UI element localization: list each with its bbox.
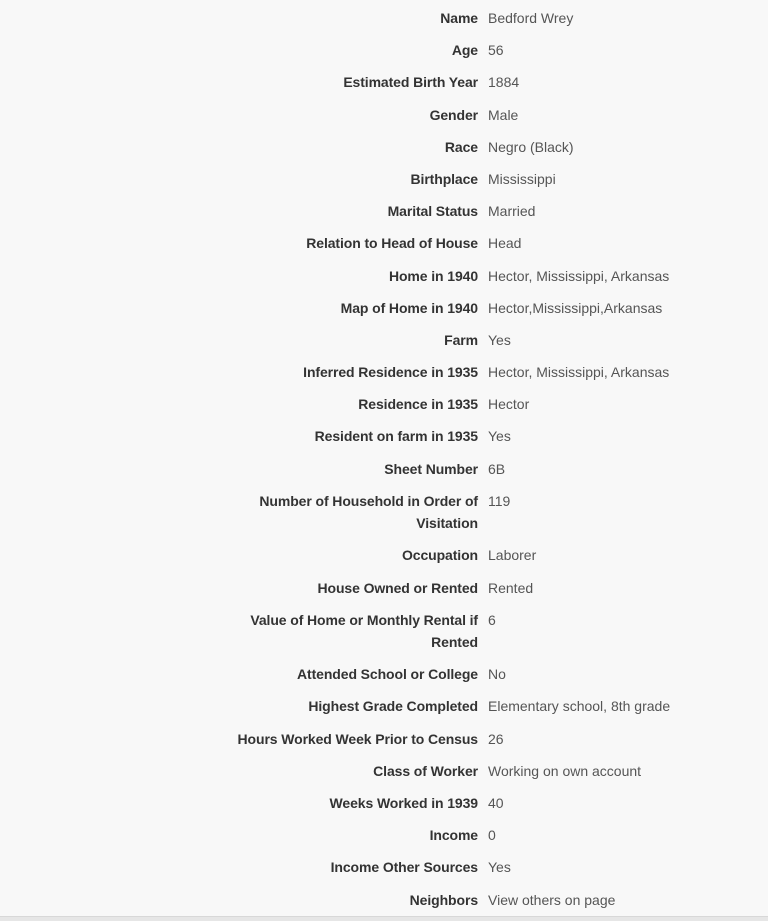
field-gender [0,104,768,136]
field-value: 40 [488,794,504,811]
field-income [0,824,768,856]
field-label: House Owned or Rented [317,579,478,596]
field-value: 6 [488,611,496,628]
field-hours-worked [0,728,768,760]
field-household-order [0,490,768,545]
field-value: Bedford Wrey [488,10,574,26]
field-highest-grade [0,695,768,727]
census-record-details [0,7,768,921]
field-weeks-worked-1939 [0,792,768,824]
field-value: No [488,666,506,683]
field-value: Married [488,203,536,220]
field-value: 1884 [488,74,520,91]
field-value: Head [488,235,522,252]
field-label: Estimated Birth Year [343,74,478,91]
field-label: Attended School or College [297,666,478,683]
field-relation-to-head [0,232,768,264]
field-value: Yes [488,859,511,876]
field-home-value-or-rental [0,609,768,664]
field-value: Yes [488,428,511,445]
field-label: Home in 1940 [388,267,478,284]
field-label: Age [451,42,478,59]
field-value: Negro (Black) [488,138,574,155]
field-sheet-number [0,458,768,490]
field-label: Race [444,138,478,155]
field-residence-1935 [0,393,768,425]
view-neighbors-link[interactable]: View others on page [488,891,616,908]
field-label: Marital Status [387,203,478,220]
field-label: Name [440,10,478,26]
field-value: Hector, Mississippi, Arkansas [488,267,670,284]
field-value: 6B [488,460,506,477]
field-label: Value of Home or Monthly Rental if Rented [250,611,478,650]
field-label: Farm [444,331,478,348]
field-house-owned-or-rented [0,577,768,609]
field-marital-status [0,200,768,232]
field-value: Laborer [488,547,537,564]
field-value: Male [488,106,519,123]
field-name [0,7,768,39]
field-label: Number of Household in Order of Visitation [259,492,478,531]
field-label: Hours Worked Week Prior to Census [237,730,478,747]
field-label: Birthplace [410,170,478,187]
field-home-in-1940 [0,265,768,297]
field-value: Yes [488,331,511,348]
field-race [0,136,768,168]
field-age [0,39,768,71]
field-label: Relation to Head of House [306,235,478,252]
map-link[interactable]: Hector,Mississippi,Arkansas [488,299,663,316]
field-resident-on-farm-1935 [0,425,768,457]
field-label: Weeks Worked in 1939 [329,794,478,811]
field-attended-school [0,663,768,695]
field-value: 119 [488,492,511,509]
field-label: Occupation [401,547,478,564]
field-label: Income [429,827,478,844]
field-value: Hector [488,396,530,413]
field-label: Residence in 1935 [358,396,478,413]
field-label: Gender [429,106,478,123]
field-farm [0,329,768,361]
field-occupation [0,544,768,576]
bottom-divider [0,916,768,921]
field-label: Sheet Number [384,460,478,477]
field-label: Resident on farm in 1935 [314,428,478,445]
field-label: Map of Home in 1940 [340,299,478,316]
field-class-of-worker [0,760,768,792]
field-value: 26 [488,730,504,747]
field-value: Elementary school, 8th grade [488,698,671,715]
field-value: 0 [488,827,496,844]
field-inferred-residence-1935 [0,361,768,393]
field-label: Income Other Sources [330,859,478,876]
field-label: Inferred Residence in 1935 [303,364,478,381]
field-label: Highest Grade Completed [308,698,478,715]
field-value: Working on own account [488,762,642,779]
field-label: Class of Worker [373,762,478,779]
field-estimated-birth-year [0,71,768,103]
field-value: Mississippi [488,170,556,187]
field-value: Hector, Mississippi, Arkansas [488,364,670,381]
field-map-of-home-in-1940 [0,297,768,329]
field-value: Rented [488,579,534,596]
field-income-other-sources [0,856,768,888]
field-label: Neighbors [409,891,478,908]
field-birthplace [0,168,768,200]
field-value: 56 [488,42,504,59]
